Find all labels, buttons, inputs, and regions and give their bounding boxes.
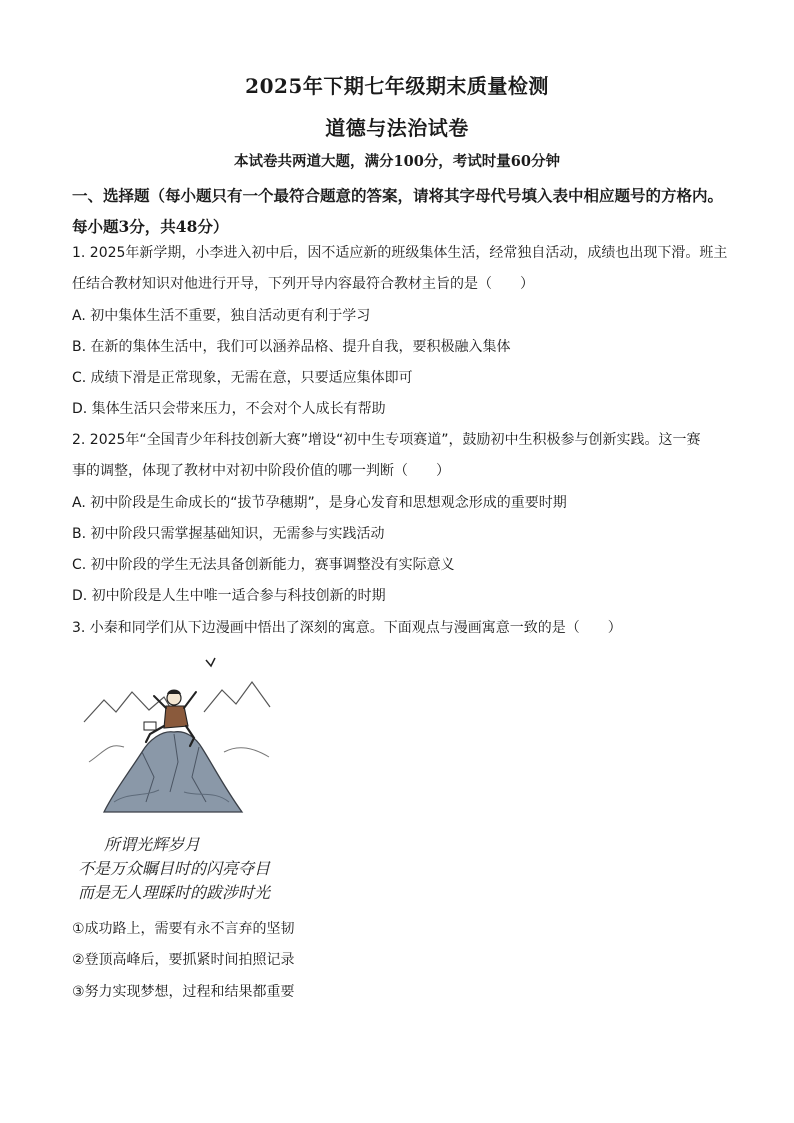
exam-title: 2025年下期七年级期末质量检测 — [245, 74, 549, 98]
q1-stem-line1: 1. 2025年新学期，小李进入初中后，因不适应新的班级集体生活，经常独自活动，成绩也出现下滑。班主 — [72, 245, 728, 261]
climber-bag — [144, 722, 156, 730]
comic-caption-line1: 所谓光辉岁月 — [104, 835, 201, 854]
q2-stem-line1: 2. 2025年“全国青少年科技创新大赛”增设“初中生专项赛道”，鼓励初中生积极参与创新实践。这一赛 — [72, 432, 701, 448]
q2-option-d: D. 初中阶段是人生中唯一适合参与科技创新的时期 — [72, 588, 386, 604]
exam-info: 本试卷共两道大题，满分100分，考试时量60分钟 — [234, 153, 560, 170]
q3-stem: 3. 小秦和同学们从下边漫画中悟出了深刻的寓意。下面观点与漫画寓意一致的是（ ） — [72, 620, 622, 636]
q1-option-b: B. 在新的集体生活中，我们可以涵养品格、提升自我，要积极融入集体 — [72, 339, 511, 355]
q1-option-c: C. 成绩下滑是正常现象，无需在意，只要适应集体即可 — [72, 370, 413, 386]
mountain-peak — [104, 732, 242, 812]
climber-hair — [167, 690, 181, 695]
q2-stem-line2: 事的调整，体现了教材中对初中阶段价值的哪一判断（ ） — [72, 463, 450, 479]
comic-caption-line2: 不是万众瞩目时的闪亮夺目 — [78, 859, 271, 878]
section-heading: 一、选择题（每小题只有一个最符合题意的答案，请将其字母代号填入表中相应题号的方格内。每小题3分，共48分） — [72, 186, 724, 236]
climber-body — [164, 706, 188, 728]
q2-option-c: C. 初中阶段的学生无法具备创新能力，赛事调整没有实际意义 — [72, 557, 455, 573]
bird-icon — [206, 658, 215, 666]
q1-option-d: D. 集体生活只会带来压力，不会对个人成长有帮助 — [72, 401, 386, 417]
background-mountain-left — [84, 692, 174, 722]
subject-title: 道德与法治试卷 — [325, 116, 469, 140]
q1-stem-line2: 任结合教材知识对他进行开导，下列开导内容最符合教材主旨的是（ ） — [72, 276, 534, 292]
comic-caption-line3: 而是无人理睬时的跋涉时光 — [78, 883, 271, 902]
q3-statement-2: ②登顶高峰后，要抓紧时间拍照记录 — [72, 952, 295, 968]
q3-statement-3: ③努力实现梦想，过程和结果都重要 — [72, 984, 295, 1000]
q3-statement-1: ①成功路上，需要有永不言弃的坚韧 — [72, 921, 295, 937]
background-mountain-right — [204, 682, 270, 712]
q1-option-a: A. 初中集体生活不重要，独自活动更有利于学习 — [72, 308, 371, 324]
q2-option-b: B. 初中阶段只需掌握基础知识，无需参与实践活动 — [72, 526, 385, 542]
mountain-comic-image — [74, 652, 284, 907]
q2-option-a: A. 初中阶段是生命成长的“拔节孕穗期”，是身心发育和思想观念形成的重要时期 — [72, 495, 567, 511]
